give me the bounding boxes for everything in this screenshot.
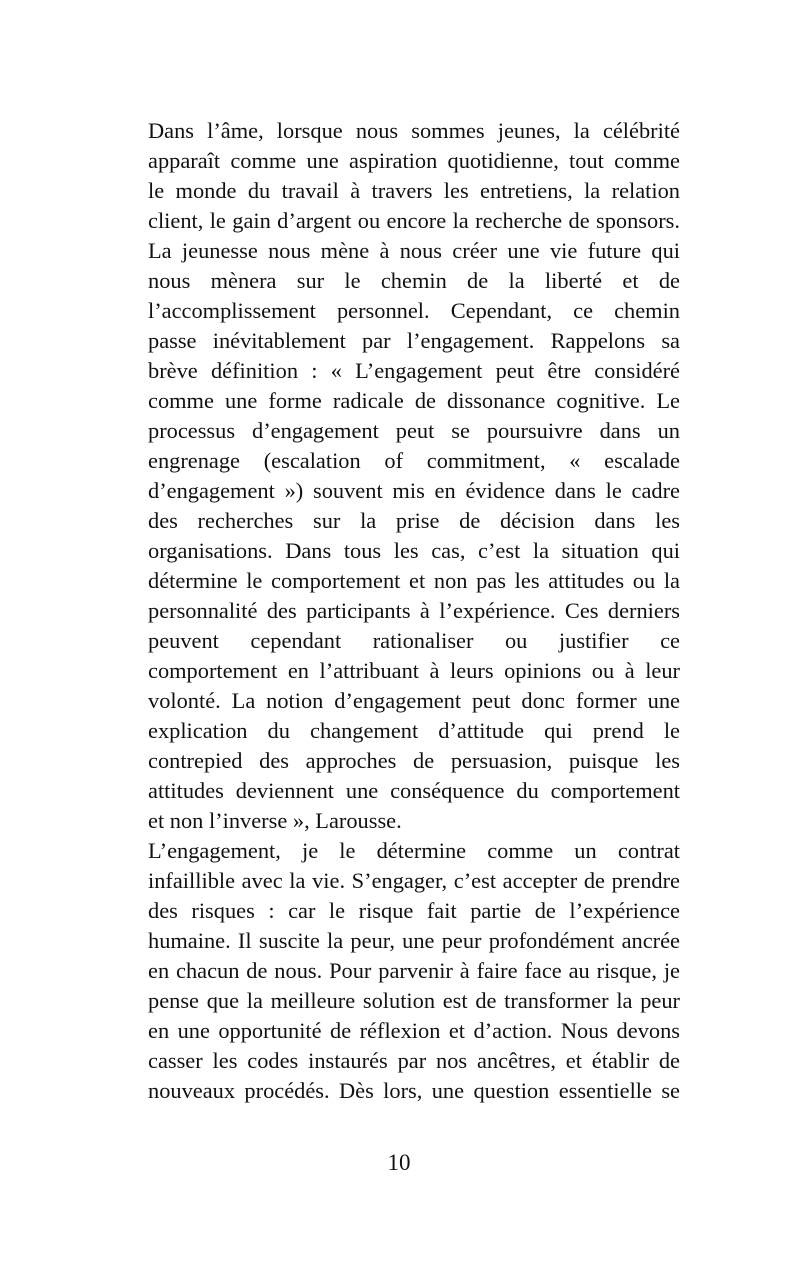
- text-line: humaine. Il suscite la peur, une peur profondément ancrée: [148, 928, 680, 953]
- text-line: d’engagement ») souvent mis en évidence dans le cadre: [148, 478, 680, 503]
- text-line: pense que la meilleure solution est de transformer la peur: [148, 988, 680, 1013]
- text-line: des risques : car le risque fait partie de l’expérience: [148, 898, 680, 923]
- page-number: 10: [387, 1150, 411, 1175]
- text-line: en une opportunité de réflexion et d’action. Nous devons: [148, 1018, 680, 1043]
- body-text: [118, 116, 680, 1106]
- text-line: organisations. Dans tous les cas, c’est la situation qui: [148, 538, 680, 563]
- text-line: apparaît comme une aspiration quotidienne, tout comme: [148, 148, 680, 173]
- text-line: brève définition : « L’engagement peut être considéré: [148, 358, 680, 383]
- text-line: engrenage (escalation of commitment, « escalade: [148, 448, 680, 473]
- text-line: client, le gain d’argent ou encore la recherche de sponsors.: [148, 208, 680, 233]
- text-line: Dans l’âme, lorsque nous sommes jeunes, la célébrité: [148, 118, 680, 143]
- text-line: L’engagement, je le détermine comme un contrat: [148, 838, 680, 863]
- text-line: en chacun de nous. Pour parvenir à faire face au risque, je: [148, 958, 680, 983]
- text-line: l’accomplissement personnel. Cependant, ce chemin: [148, 298, 680, 323]
- text-line: personnalité des participants à l’expérience. Ces derniers: [148, 598, 680, 623]
- paragraph-2: [118, 836, 680, 1106]
- text-line: nouveaux procédés. Dès lors, une question essentielle se: [148, 1078, 680, 1103]
- text-line: des recherches sur la prise de décision dans les: [148, 508, 680, 533]
- text-line: passe inévitablement par l’engagement. Rappelons sa: [148, 328, 680, 353]
- paragraph-1: [118, 116, 680, 836]
- text-line: volonté. La notion d’engagement peut donc former une: [148, 688, 680, 713]
- text-line: explication du changement d’attitude qui prend le: [148, 718, 680, 743]
- text-line: et non l’inverse », Larousse.: [148, 808, 402, 833]
- text-line: détermine le comportement et non pas les attitudes ou la: [148, 568, 680, 593]
- text-line: comportement en l’attribuant à leurs opinions ou à leur: [148, 658, 680, 683]
- text-line: casser les codes instaurés par nos ancêtres, et établir de: [148, 1048, 680, 1073]
- text-line: infaillible avec la vie. S’engager, c’est accepter de prendre: [148, 868, 680, 893]
- text-line: processus d’engagement peut se poursuivre dans un: [148, 418, 680, 443]
- text-line: comme une forme radicale de dissonance cognitive. Le: [148, 388, 680, 413]
- text-line: contrepied des approches de persuasion, puisque les: [148, 748, 680, 773]
- text-line: attitudes deviennent une conséquence du comportement: [148, 778, 680, 803]
- text-line: La jeunesse nous mène à nous créer une vie future qui: [148, 238, 680, 263]
- text-line: le monde du travail à travers les entretiens, la relation: [148, 178, 680, 203]
- text-line: peuvent cependant rationaliser ou justifier ce: [148, 628, 680, 653]
- text-line: nous mènera sur le chemin de la liberté et de: [148, 268, 680, 293]
